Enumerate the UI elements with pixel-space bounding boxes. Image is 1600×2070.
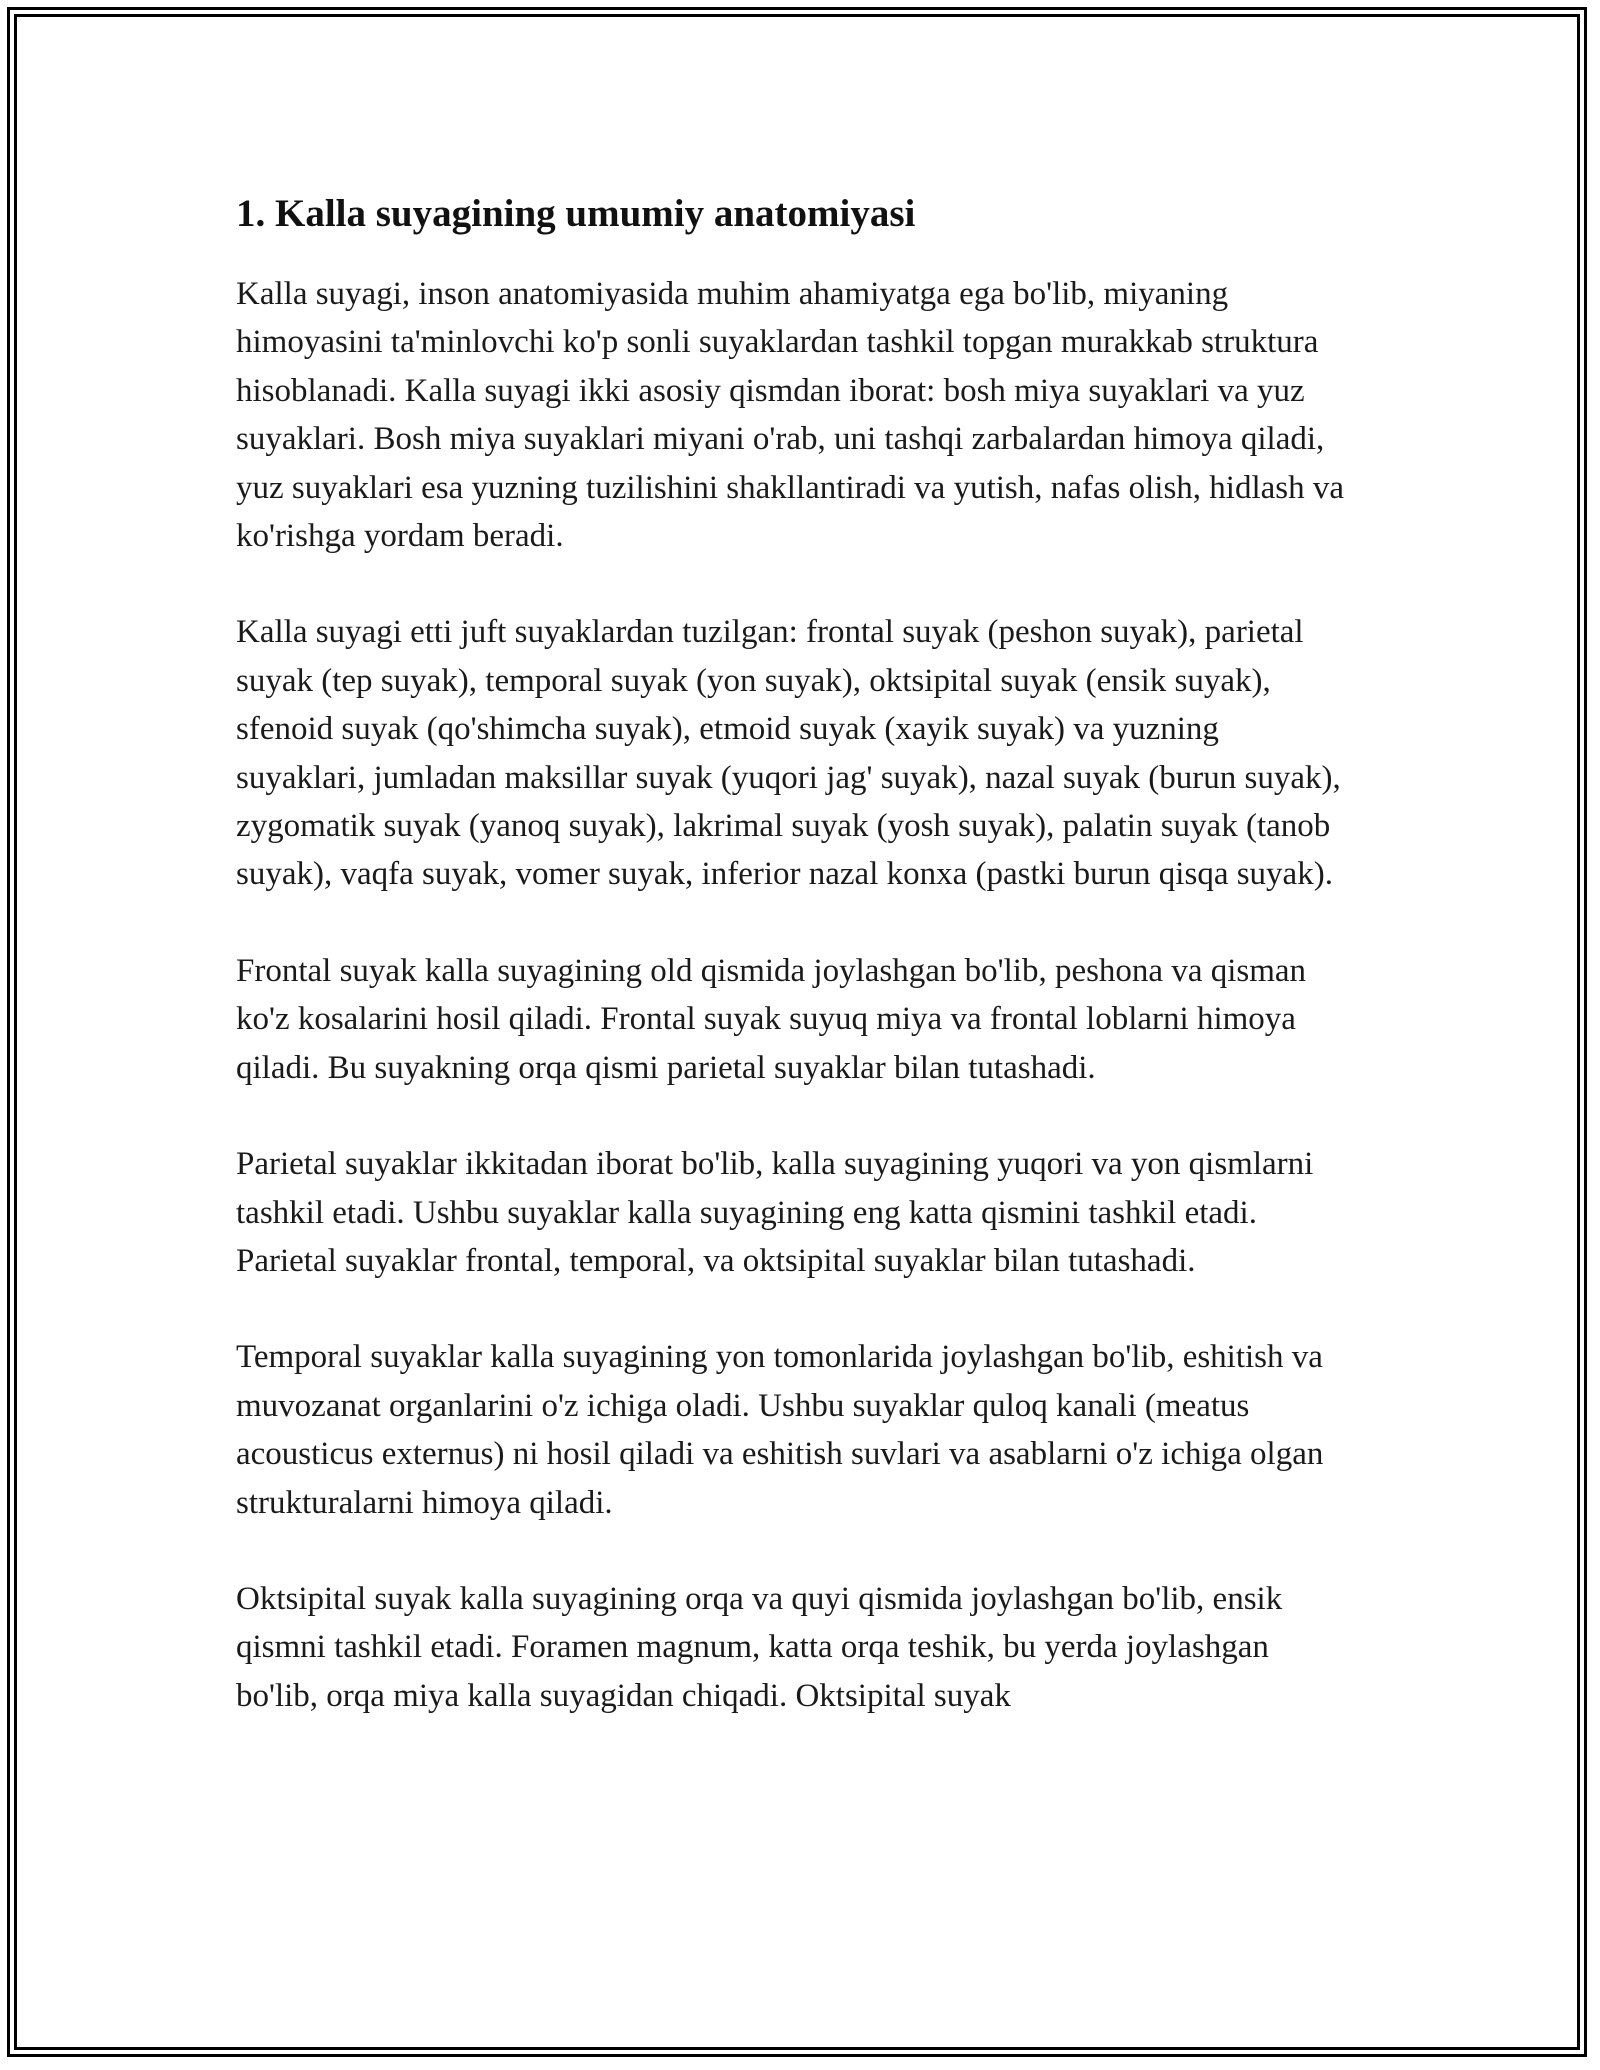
paragraph-parietal-bones: Parietal suyaklar ikkitadan iborat bo'lib, kalla suyagining yuqori va yon qismlarni tashkil etadi. Ushbu suyaklar kalla suyagining eng katta qismini tashkil etadi. Parietal suyaklar frontal, temporal, va oktsipital suyaklar bilan tutashadi. — [236, 1146, 1314, 1279]
paragraph-skull-bones-list: Kalla suyagi etti juft suyaklardan tuzilgan: frontal suyak (peshon suyak), parietal suyak (tep suyak), temporal suyak (yon suyak), oktsipital suyak (ensik suyak), sfenoid suyak (qo'shimcha suyak), etmoid suyak (xayik suyak) va yuzning suyaklari, jumladan maksillar suyak (yuqori jag' suyak), nazal suyak (burun suyak), zygomatik suyak (yanoq suyak), lakrimal suyak (yosh suyak), palatin suyak (tanob suyak), vaqfa suyak, vomer suyak, inferior nazal konxa (pastki burun qisqa suyak). — [236, 614, 1341, 893]
paragraph-temporal-bones: Temporal suyaklar kalla suyagining yon tomonlarida joylashgan bo'lib, eshitish va muvozanat organlarini o'z ichiga oladi. Ushbu suyaklar quloq kanali (meatus acousticus externus) ni hosil qiladi va eshitish suvlari va asablarni o'z ichiga olgan strukturalarni himoya qiladi. — [236, 1339, 1324, 1521]
document-page — [236, 188, 1356, 1768]
paragraph-skull-overview: Kalla suyagi, inson anatomiyasida muhim ahamiyatga ega bo'lib, miyaning himoyasini ta'minlovchi ko'p sonli suyaklardan tashkil topgan murakkab struktura hisoblanadi. Kalla suyagi ikki asosiy qismdan iborat: bosh miya suyaklari va yuz suyaklari. Bosh miya suyaklari miyani o'rab, uni tashqi zarbalardan himoya qiladi, yuz suyaklari esa yuzning tuzilishini shakllantiradi va yutish, nafas olish, hidlash va ko'rishga yordam beradi. — [236, 276, 1345, 555]
document-title: 1. Kalla suyagining umumiy anatomiyasi — [236, 192, 916, 235]
paragraph-frontal-bone: Frontal suyak kalla suyagining old qismida joylashgan bo'lib, peshona va qisman ko'z kosalarini hosil qiladi. Frontal suyak suyuq miya va frontal loblarni himoya qiladi. Bu suyakning orqa qismi parietal suyaklar bilan tutashadi. — [236, 952, 1307, 1086]
paragraph-occipital-bone: Oktsipital suyak kalla suyagining orqa va quyi qismida joylashgan bo'lib, ensik qismni tashkil etadi. Foramen magnum, katta orqa teshik, bu yerda joylashgan bo'lib, orqa miya kalla suyagidan chiqadi. Oktsipital suyak — [236, 1580, 1283, 1714]
